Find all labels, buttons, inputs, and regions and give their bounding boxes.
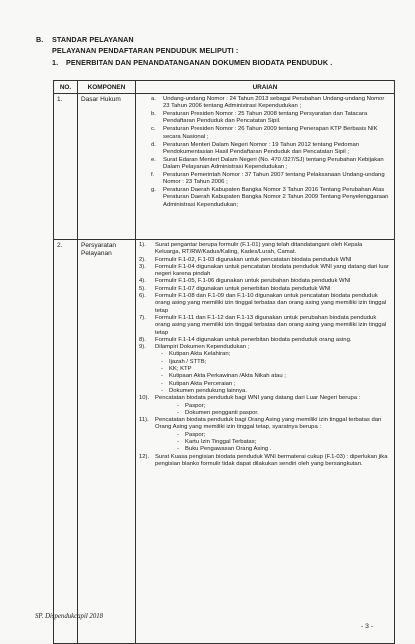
list-item: 2). Formulir F.1-02, F.1-03 digunakan untuk pencatatan biodata penduduk WNI xyxy=(139,256,352,263)
list-item: 12). Surat Kuasa pengisian biodata penduduk WNI bermaterai cukup (F.1-03) : diperlukan jika pengisian blanko formulir tidak dapat dilakukan sendiri oleh yang bersangkutan. xyxy=(139,453,388,467)
header-komponen: KOMPONEN xyxy=(78,81,136,94)
list-item: 8). Formulir F.1-14 digunakan untuk penerbitan biodata penduduk orang asing. xyxy=(139,336,352,343)
row-description xyxy=(136,94,395,240)
sublist-item: - Dokumen pendukung lainnya. xyxy=(155,388,389,395)
list-item: g. Peraturan Daerah Kabupaten Bangka Nomor 3 Tahun 2016 Tentang Perubahan Atas Peraturan Daerah Kabupaten Bangka Nomor 2 Tahun 2009 Tentang Penyelenggaraan Administrasi Kependudukan; xyxy=(151,187,389,208)
list-item: 1). Surat pengantar berupa formulir (F.1-01) yang telah ditandatangani oleh Kepala Keluarga, RT/RW/Kadus/Kaling, Kades/Lurah, Camat. xyxy=(139,242,363,256)
sublist-item: - Buku Pengawasan Orang Asing . xyxy=(155,446,389,453)
table-row xyxy=(54,240,395,644)
header-uraian: URAIAN xyxy=(136,81,395,94)
section-heading xyxy=(36,35,134,44)
sublist-item: - KK; KTP xyxy=(155,366,389,373)
list-item: 4). Formulir F.1-05, F.1-06 digunakan untuk perubahan biodata penduduk WNI xyxy=(139,278,351,285)
section-letter: B. xyxy=(36,35,44,44)
row-component: Persyaratan Pelayanan xyxy=(78,240,136,644)
sublist-item: - Paspor; xyxy=(155,432,389,439)
item-number: 1. xyxy=(52,58,59,67)
sublist-item: - Kutipaan Akta Perkawinan /Akta Nikah atau ; xyxy=(155,373,389,380)
row-component: Dasar Hukum xyxy=(78,94,136,240)
list-item: a. Undang-undang Nomor : 24 Tahun 2013 sebagai Perubahan Undang-undang Nomor 23 Tahun 2006 tentang Administrasi Kependudukan ; xyxy=(151,96,385,110)
list-item: b. Peraturan Presiden Nomor : 25 Tahun 2008 tentang Persyaratan dan Tatacara Pendaftaran Penduduk dan Pencatatan Sipil. xyxy=(151,111,368,125)
row-number: 2. xyxy=(54,240,78,644)
sublist-item: - Kartu Izin Tinggal Terbatas; xyxy=(155,439,389,446)
list-item: 5). Formulir F.1-07 digunakan untuk penerbitan biodata penduduk WNI xyxy=(139,285,331,292)
subsection-heading: PELAYANAN PENDAFTARAN PENDUDUK MELIPUTI : xyxy=(52,46,239,55)
list-item: c. Peraturan Presiden Nomor : 26 Tahun 2009 tentang Penerapan KTP Berbasis NIK secara Nasional ; xyxy=(151,126,378,140)
row-description xyxy=(136,240,395,644)
sublist-item: - Ijazah / STTB; xyxy=(155,359,389,366)
list-item: 10). Pencatatan biodata penduduk bagi WNI yang datang dari Luar Negeri berupa : - Paspor; - Dokumen pengganti paspor. xyxy=(139,395,389,417)
table-row xyxy=(54,94,395,240)
footer-source: SP. Dispendukcapil 2018 xyxy=(35,613,104,620)
list-item: 7). Formulir F.1-11 dan F.1-12 dan F.1-13 digunakan untuk perubahan biodata penduduk orang asing yang memiliki izin tinggal terbatas dan orang asing yang memiliki izin tinggal tetap xyxy=(139,314,387,336)
list-item: f. Peraturan Pemerintah Nomor : 37 Tahun 2007 tentang Pelaksanaan Undang-undang Nomor : 23 Tahun 2006 ; xyxy=(151,171,385,186)
service-standard-table xyxy=(53,80,395,644)
list-item: 6). Formulir F.1-08 dan F.1-09 dan F.1-10 digunakan untuk pencatatan biodata penduduk orang asing yang memiliki izin tinggal terbatas dan orang asing yang memiliki izin tinggal tetap xyxy=(139,293,387,314)
sublist xyxy=(155,403,389,418)
requirements-list xyxy=(139,242,389,468)
sublist-item: - Paspor; xyxy=(155,403,389,410)
sublist xyxy=(155,351,389,395)
item-heading xyxy=(52,58,332,67)
sublist xyxy=(155,432,389,454)
table-header-row xyxy=(54,81,395,94)
list-item: 9). Dilampiri Dokumen Kependudukan ; - Kutipan Akta Kelahiran; - Ijazah / STTB; - KK; KTP - Kutipaan Akta Perkawinan /Akta Nikah atau ; - Kutipan Akta Perceraian ; - Dokumen pendukung lainnya. xyxy=(139,344,389,395)
header-no: NO. xyxy=(54,81,78,94)
list-item: 3). Formulir F.1-04 digunakan untuk pencatatan biodata penduduk WNI yang datang dari luar negeri karena pindah xyxy=(139,263,389,278)
sublist-item: - Kutipan Akta Perceraian ; xyxy=(155,381,389,388)
item-title: PENERBITAN DAN PENANDATANGANAN DOKUMEN BIODATA PENDUDUK . xyxy=(66,58,333,67)
section-title: STANDAR PELAYANAN xyxy=(52,35,134,44)
list-item: d. Peraturan Menteri Dalam Negeri Nomor : 19 Tahun 2012 tentang Pedoman Pendokumentasian Hasil Pendaftaran Penduduk dan Pencatatan Sipil ; xyxy=(151,141,360,155)
page-number: - 3 - xyxy=(361,623,374,630)
sublist-item: - Dokumen pengganti paspor. xyxy=(155,410,389,417)
list-item: 11). Pencatatan biodata penduduk bagi Orang Asing yang memiliki izin tinggal terbatas dan Orang Asing yang memiliki izin tinggal tetap, syaratnya berupa : - Paspor; - Kartu Izin Tinggal Terbatas; - Buku Pengawasan Orang Asing . xyxy=(139,417,389,453)
legal-basis-list xyxy=(139,96,389,209)
row-number: 1. xyxy=(54,94,78,240)
list-item: e. Surat Edaran Menteri Dalam Negeri (No. 470 /327/SJ) tentang Perubahan Kebijakan Dalam Pelayanan Administrasi Kependudukan ; xyxy=(151,156,384,171)
sublist-item: - Kutipan Akta Kelahiran; xyxy=(155,351,389,358)
